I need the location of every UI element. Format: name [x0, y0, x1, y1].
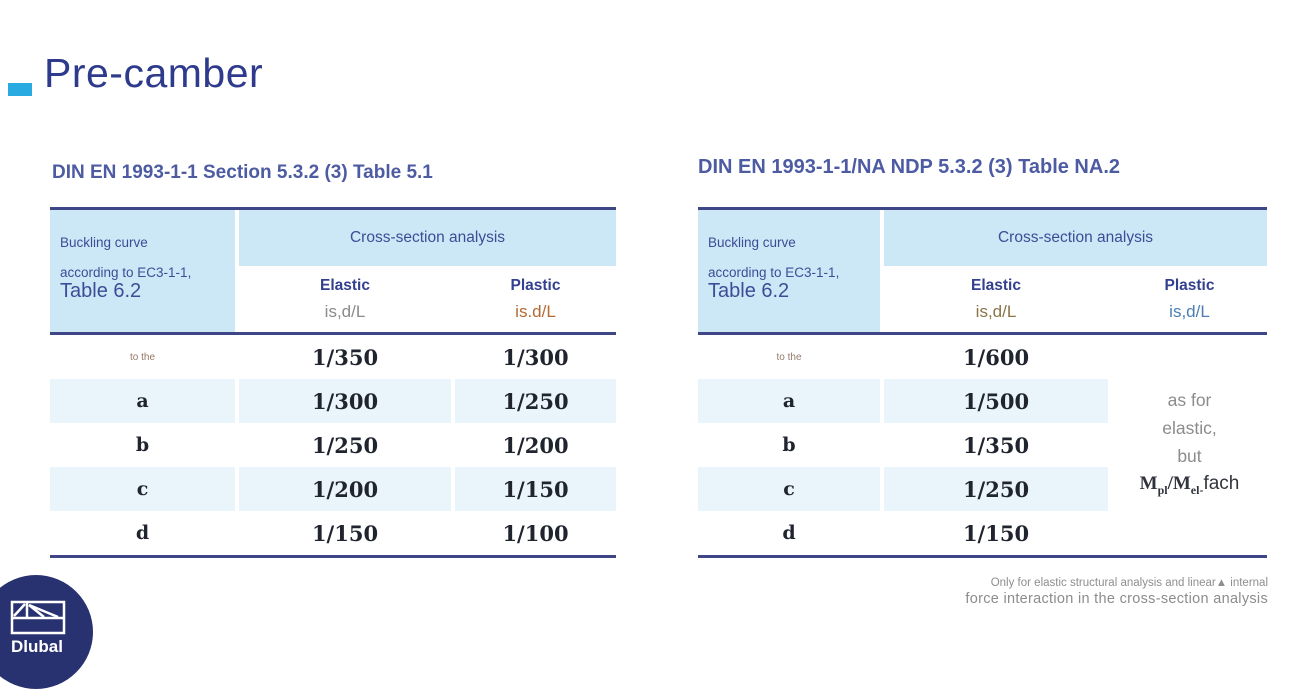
plastic-label: Plastic	[1164, 276, 1215, 294]
row-to-the-label: to the	[776, 351, 802, 363]
elastic-sub-label: is,d/L	[324, 301, 366, 321]
cell-value: 1/150	[962, 520, 1030, 546]
cell-value: 1/200	[502, 432, 569, 458]
plastic-sub-label: is.d/L	[515, 301, 556, 321]
table-row-label	[698, 511, 880, 555]
table-cell	[239, 467, 451, 511]
table-row-label	[50, 335, 235, 379]
row-c-label: c	[136, 478, 149, 500]
table-row-label	[698, 467, 880, 511]
right-table-caption: DIN EN 1993-1-1/NA NDP 5.3.2 (3) Table NA.2	[698, 156, 1120, 178]
table-row-label	[50, 379, 235, 423]
table-bottom-rule	[50, 555, 616, 558]
elastic-column-header	[239, 266, 451, 332]
cell-value: 1/350	[962, 432, 1030, 458]
buckling-curve-header-cell	[698, 210, 880, 332]
row-d-label: d	[782, 522, 796, 544]
table-row-label	[698, 379, 880, 423]
plastic-note-cell	[1112, 335, 1267, 555]
plastic-label: Plastic	[510, 276, 561, 294]
cell-value: 1/300	[311, 388, 379, 414]
table-cell	[455, 379, 616, 423]
buckling-curve-label: Buckling curve	[60, 235, 148, 250]
left-table-caption: DIN EN 1993-1-1 Section 5.3.2 (3) Table 5.1	[52, 162, 433, 183]
according-to-label: according to EC3-1-1,	[60, 265, 192, 280]
table-row-label	[50, 423, 235, 467]
mpl-mel-formula: $M_{pl}/M_{el-}fach$	[1139, 473, 1240, 497]
plastic-column-header	[455, 266, 616, 332]
table-cell	[884, 423, 1108, 467]
table-cell	[239, 379, 451, 423]
note-line: elastic,	[1162, 418, 1217, 439]
table-cell	[455, 335, 616, 379]
table-row-label	[50, 511, 235, 555]
cell-value: 1/150	[502, 476, 569, 502]
row-to-the-label: to the	[129, 351, 156, 363]
table-row-label	[698, 423, 880, 467]
row-b-label: b	[782, 434, 796, 456]
plastic-column-header	[1112, 266, 1267, 332]
row-c-label: c	[783, 478, 795, 500]
note-line: but	[1177, 446, 1202, 467]
row-a-label: a	[136, 390, 149, 412]
cell-value: 1/150	[311, 520, 379, 546]
table-row-label	[698, 335, 880, 379]
table-cell	[455, 423, 616, 467]
cell-value: 1/200	[311, 476, 379, 502]
table-din-en-1993-1-1	[50, 207, 616, 558]
cell-value: 1/300	[502, 344, 569, 370]
elastic-column-header	[884, 266, 1108, 332]
plastic-sub-label: is,d/L	[1169, 301, 1210, 321]
table-cell	[884, 467, 1108, 511]
table-cell	[884, 335, 1108, 379]
table-cell	[455, 511, 616, 555]
logo-brand-text: Dlubal	[11, 637, 63, 656]
cell-value: 1/500	[962, 388, 1030, 414]
table-cell	[884, 511, 1108, 555]
table-din-en-1993-1-1-na	[698, 207, 1267, 558]
table-cell	[455, 467, 616, 511]
row-d-label: d	[135, 522, 150, 544]
cell-value: 1/350	[311, 344, 379, 370]
footnote-line-2: force interaction in the cross-section analysis	[965, 591, 1268, 607]
according-to-label: according to EC3-1-1,	[708, 265, 840, 280]
table-6-2-label: Table 6.2	[60, 280, 142, 302]
cell-value: 1/250	[962, 476, 1030, 502]
elastic-label: Elastic	[971, 276, 1021, 294]
table-row-label	[50, 467, 235, 511]
table-cell	[239, 511, 451, 555]
cross-section-analysis-header: Cross-section analysis	[884, 210, 1267, 266]
elastic-label: Elastic	[320, 276, 370, 294]
buckling-curve-header-cell	[50, 210, 235, 332]
page-title: Pre-camber	[44, 50, 264, 96]
note-line: as for	[1167, 390, 1212, 411]
cell-value: 1/250	[311, 432, 379, 458]
table-cell	[239, 335, 451, 379]
cell-value: 1/600	[962, 344, 1030, 370]
row-a-label: a	[782, 390, 796, 412]
footnote-line-1: Only for elastic structural analysis and linear▲ internal	[990, 577, 1268, 589]
title-accent-dash	[8, 83, 32, 96]
table-cell	[239, 423, 451, 467]
row-b-label: b	[135, 434, 150, 456]
table-bottom-rule	[698, 555, 1267, 558]
dlubal-logo	[0, 572, 96, 691]
cross-section-analysis-header: Cross-section analysis	[239, 210, 616, 266]
elastic-sub-label: is,d/L	[975, 301, 1017, 321]
table-6-2-label: Table 6.2	[708, 280, 790, 302]
cell-value: 1/250	[502, 388, 569, 414]
table-cell	[884, 379, 1108, 423]
footnote	[965, 577, 1268, 607]
buckling-curve-label: Buckling curve	[708, 235, 796, 250]
cell-value: 1/100	[502, 520, 569, 546]
